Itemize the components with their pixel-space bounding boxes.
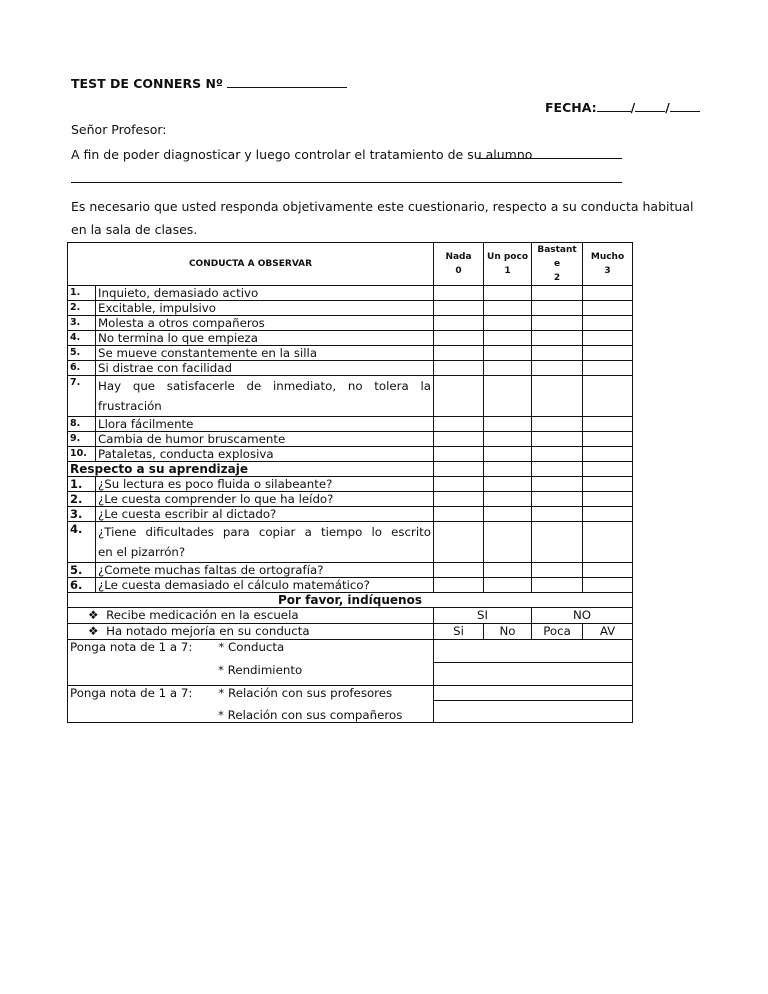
table-row: 4. ¿Tiene dificultades para copiar a tiempo lo escrito en el pizarrón? xyxy=(68,522,633,563)
section-row xyxy=(68,593,633,608)
medication-si-option[interactable]: SI xyxy=(434,608,532,624)
grade-conducta-field[interactable] xyxy=(434,640,633,663)
score-cell[interactable] xyxy=(434,331,484,346)
test-number-blank[interactable] xyxy=(227,75,347,88)
score-cell[interactable] xyxy=(583,316,633,331)
score-cell[interactable] xyxy=(532,507,583,522)
header-behavior: CONDUCTA A OBSERVAR xyxy=(68,243,434,286)
grade-prof-field[interactable] xyxy=(434,686,633,701)
date-label: FECHA: xyxy=(545,100,597,115)
date-separator: / xyxy=(630,100,636,115)
bullet-icon: ❖ xyxy=(88,608,99,622)
score-cell[interactable] xyxy=(532,477,583,492)
score-cell[interactable] xyxy=(484,522,532,563)
score-cell[interactable] xyxy=(434,578,484,593)
score-cell[interactable] xyxy=(434,563,484,578)
score-cell[interactable] xyxy=(583,376,633,417)
score-cell[interactable] xyxy=(484,346,532,361)
medication-no-option[interactable]: NO xyxy=(532,608,633,624)
grade-row xyxy=(68,640,633,663)
grade-row xyxy=(68,663,633,686)
conners-table xyxy=(67,242,633,723)
header-nada: Nada 0 xyxy=(434,243,484,286)
score-cell[interactable] xyxy=(434,447,484,462)
instructions-line-1: Es necesario que usted responda objetivamente este cuestionario, respecto a su conducta habitual xyxy=(71,199,694,214)
header-bastante: Bastant e 2 xyxy=(532,243,583,286)
table-row: 1. ¿Su lectura es poco fluida o silabeante? xyxy=(68,477,633,492)
score-cell[interactable] xyxy=(583,346,633,361)
score-cell[interactable] xyxy=(583,522,633,563)
score-cell[interactable] xyxy=(532,376,583,417)
table-row: 1. Inquieto, demasiado activo xyxy=(68,286,633,301)
score-cell[interactable] xyxy=(434,376,484,417)
score-cell[interactable] xyxy=(484,477,532,492)
student-name-blank[interactable] xyxy=(478,158,622,159)
medication-row xyxy=(68,608,633,624)
score-cell[interactable] xyxy=(583,417,633,432)
grade-comp-field[interactable] xyxy=(434,701,633,723)
improvement-si-option[interactable]: Si xyxy=(434,624,484,640)
score-cell[interactable] xyxy=(532,331,583,346)
improvement-question: ❖ Ha notado mejoría en su conducta xyxy=(68,624,434,640)
score-cell[interactable] xyxy=(484,447,532,462)
score-cell[interactable] xyxy=(532,316,583,331)
score-cell[interactable] xyxy=(532,432,583,447)
table-row: 7. Hay que satisfacerle de inmediato, no tolera la frustración xyxy=(68,376,633,417)
intro-line-1: A fin de poder diagnosticar y luego controlar el tratamiento de su alumno xyxy=(71,147,533,162)
grade-prof-label: Ponga nota de 1 a 7: * Relación con sus profesores xyxy=(68,686,434,701)
score-cell[interactable] xyxy=(484,432,532,447)
table-row: 3. ¿Le cuesta escribir al dictado? xyxy=(68,507,633,522)
score-cell[interactable] xyxy=(434,507,484,522)
table-row: 10. Pataletas, conducta explosiva xyxy=(68,447,633,462)
test-title xyxy=(71,75,347,91)
header-un-poco: Un poco 1 xyxy=(484,243,532,286)
grade-conducta-label: Ponga nota de 1 a 7: * Conducta xyxy=(68,640,434,663)
improvement-no-option[interactable]: No xyxy=(484,624,532,640)
score-cell[interactable] xyxy=(484,301,532,316)
header-mucho: Mucho 3 xyxy=(583,243,633,286)
medication-question: ❖ Recibe medicación en la escuela xyxy=(68,608,434,624)
date-separator: / xyxy=(665,100,670,115)
score-cell[interactable] xyxy=(532,522,583,563)
score-cell[interactable] xyxy=(532,301,583,316)
score-cell[interactable] xyxy=(583,578,633,593)
table-row: 5. ¿Comete muchas faltas de ortografía? xyxy=(68,563,633,578)
table-row: 4. No termina lo que empieza xyxy=(68,331,633,346)
table-row: 3. Molesta a otros compañeros xyxy=(68,316,633,331)
score-cell[interactable] xyxy=(583,563,633,578)
table-row: 5. Se mueve constantemente en la silla xyxy=(68,346,633,361)
score-cell[interactable] xyxy=(484,507,532,522)
score-cell[interactable] xyxy=(583,361,633,376)
score-cell[interactable] xyxy=(484,563,532,578)
date-month-blank[interactable] xyxy=(635,99,665,112)
score-cell[interactable] xyxy=(532,361,583,376)
score-cell[interactable] xyxy=(484,361,532,376)
score-cell[interactable] xyxy=(484,578,532,593)
table-row: 6. Si distrae con facilidad xyxy=(68,361,633,376)
score-cell[interactable] xyxy=(532,563,583,578)
improvement-av-option[interactable]: AV xyxy=(583,624,633,640)
score-cell[interactable] xyxy=(532,346,583,361)
score-cell[interactable] xyxy=(583,331,633,346)
score-cell[interactable] xyxy=(434,286,484,301)
improvement-poca-option[interactable]: Poca xyxy=(532,624,583,640)
grade-rendimiento-label: * Rendimiento xyxy=(68,663,434,686)
continuation-blank[interactable] xyxy=(71,182,622,183)
score-cell[interactable] xyxy=(434,346,484,361)
score-cell[interactable] xyxy=(583,286,633,301)
grade-row xyxy=(68,686,633,701)
instructions-line-2: en la sala de clases. xyxy=(71,222,198,237)
score-cell[interactable] xyxy=(583,447,633,462)
score-cell[interactable] xyxy=(583,477,633,492)
grade-row xyxy=(68,701,633,723)
score-cell[interactable] xyxy=(484,376,532,417)
score-cell[interactable] xyxy=(484,417,532,432)
score-cell[interactable] xyxy=(484,492,532,507)
grade-rendimiento-field[interactable] xyxy=(434,663,633,686)
score-cell[interactable] xyxy=(434,361,484,376)
table-row: 9. Cambia de humor bruscamente xyxy=(68,432,633,447)
score-cell[interactable] xyxy=(484,316,532,331)
score-cell[interactable] xyxy=(434,301,484,316)
grade-comp-label: * Relación con sus compañeros xyxy=(68,701,434,723)
table-row: 2. ¿Le cuesta comprender lo que ha leído? xyxy=(68,492,633,507)
score-cell[interactable] xyxy=(434,522,484,563)
salutation: Señor Profesor: xyxy=(71,122,167,137)
score-cell[interactable] xyxy=(583,507,633,522)
please-indicate-title: Por favor, indíquenos xyxy=(68,593,633,608)
table-header-row xyxy=(68,243,633,286)
score-cell[interactable] xyxy=(434,477,484,492)
score-cell[interactable] xyxy=(484,286,532,301)
table-row: 6. ¿Le cuesta demasiado el cálculo matemático? xyxy=(68,578,633,593)
score-cell[interactable] xyxy=(434,417,484,432)
score-cell[interactable] xyxy=(484,331,532,346)
score-cell[interactable] xyxy=(434,432,484,447)
score-cell[interactable] xyxy=(583,432,633,447)
score-cell[interactable] xyxy=(434,316,484,331)
section-row xyxy=(68,462,633,477)
date-year-blank[interactable] xyxy=(670,99,700,112)
learning-section-title: Respecto a su aprendizaje xyxy=(68,462,434,477)
improvement-row xyxy=(68,624,633,640)
bullet-icon: ❖ xyxy=(88,624,99,638)
score-cell[interactable] xyxy=(532,286,583,301)
table-row: 2. Excitable, impulsivo xyxy=(68,301,633,316)
score-cell[interactable] xyxy=(532,447,583,462)
table-row: 8. Llora fácilmente xyxy=(68,417,633,432)
instructions xyxy=(71,195,711,241)
test-title-text: TEST DE CONNERS Nº xyxy=(71,76,223,91)
score-cell[interactable] xyxy=(532,417,583,432)
score-cell[interactable] xyxy=(532,578,583,593)
score-cell[interactable] xyxy=(434,492,484,507)
score-cell[interactable] xyxy=(532,492,583,507)
date-day-blank[interactable] xyxy=(597,99,631,112)
date-field xyxy=(545,99,700,115)
score-cell[interactable] xyxy=(583,301,633,316)
score-cell[interactable] xyxy=(583,492,633,507)
